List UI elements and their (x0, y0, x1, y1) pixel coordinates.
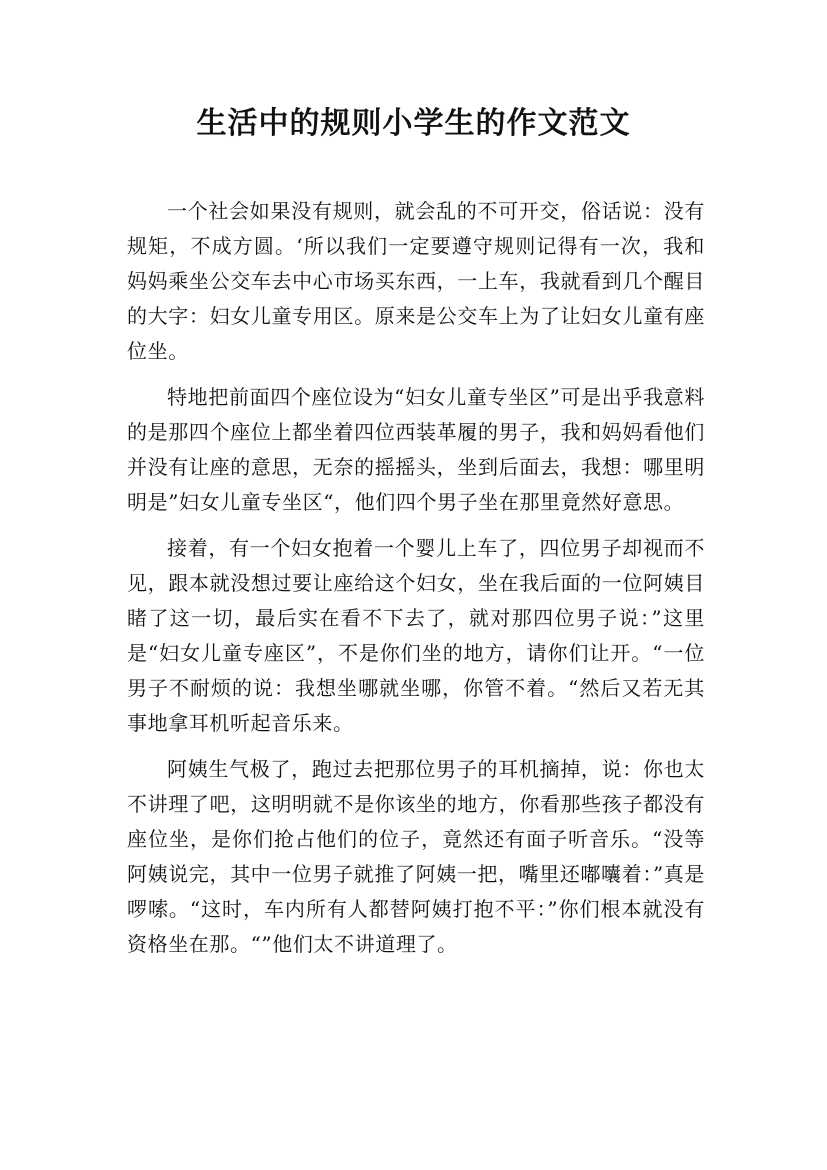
paragraph-3: 接着，有一个妇女抱着一个婴儿上车了，四位男子却视而不见，跟本就没想过要让座给这个妇女，坐在我后面的一位阿姨目睹了这一切，最后实在看不下去了，就对那四位男子说：”这里是“妇女儿童专座区”，不是你们坐的地方，请你们让开。“一位男子不耐烦的说：我想坐哪就坐哪，你管不着。“然后又若无其事地拿耳机听起音乐来。 (127, 536, 705, 735)
paragraph-2: 特地把前面四个座位设为“妇女儿童专坐区”可是出乎我意料的是那四个座位上都坐着四位西装革履的男子，我和妈妈看他们并没有让座的意思，无奈的摇摇头，坐到后面去，我想：哪里明明是”妇女儿童专坐区“，他们四个男子坐在那里竟然好意思。 (127, 385, 705, 514)
document-title: 生活中的规则小学生的作文范文 (196, 106, 631, 141)
paragraph-4: 阿姨生气极了，跑过去把那位男子的耳机摘掉，说：你也太不讲理了吧，这明明就不是你该坐的地方，你看那些孩子都没有座位坐，是你们抢占他们的位子，竟然还有面子听音乐。“没等阿姨说完，其中一位男子就推了阿姨一把，嘴里还嘟囔着：”真是啰嗦。“这时，车内所有人都替阿姨打抱不平：”你们根本就没有资格坐在那。“”他们太不讲道理了。 (127, 757, 705, 956)
document-body (127, 194, 705, 962)
paragraph-1: 一个社会如果没有规则，就会乱的不可开交，俗话说：没有规矩，不成方圆。‘所以我们一定要遵守规则记得有一次，我和妈妈乘坐公交车去中心市场买东西，一上车，我就看到几个醒目的大字：妇女儿童专用区。原来是公交车上为了让妇女儿童有座位坐。 (127, 199, 705, 363)
